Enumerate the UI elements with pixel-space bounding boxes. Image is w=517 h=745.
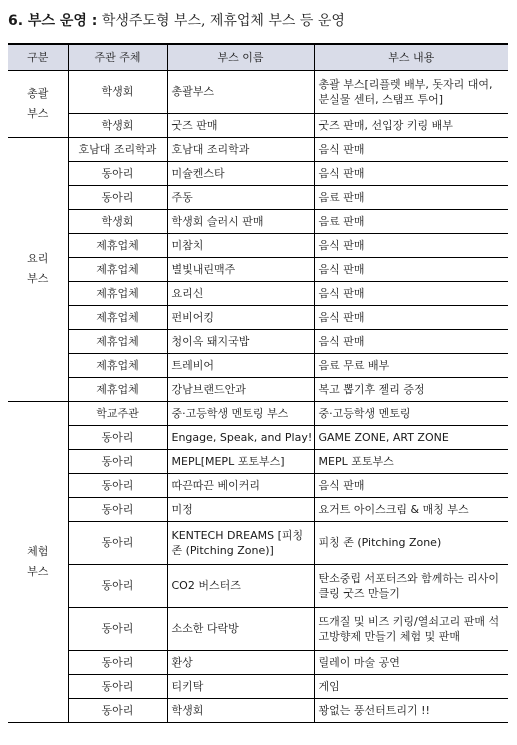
booth-name-cell: Engage, Speak, and Play! bbox=[167, 425, 314, 449]
table-row bbox=[8, 650, 508, 674]
table-row bbox=[8, 607, 508, 650]
table-row bbox=[8, 113, 508, 137]
category-cell: 요리 부스 bbox=[8, 137, 68, 401]
table-row bbox=[8, 521, 508, 564]
table-row bbox=[8, 70, 508, 113]
booth-name-cell: 학생회 슬러시 판매 bbox=[167, 209, 314, 233]
organizer-cell: 동아리 bbox=[68, 564, 167, 607]
organizer-cell: 학생회 bbox=[68, 209, 167, 233]
booth-content-cell: 음식 판매 bbox=[314, 137, 508, 161]
organizer-cell: 제휴업체 bbox=[68, 281, 167, 305]
organizer-cell: 제휴업체 bbox=[68, 257, 167, 281]
organizer-cell: 제휴업체 bbox=[68, 353, 167, 377]
organizer-cell: 학교주관 bbox=[68, 401, 167, 425]
organizer-cell: 제휴업체 bbox=[68, 233, 167, 257]
table-row bbox=[8, 497, 508, 521]
organizer-cell: 동아리 bbox=[68, 521, 167, 564]
booth-content-cell: 꽝없는 풍선터트리기 !! bbox=[314, 698, 508, 722]
booth-content-cell: 릴레이 마술 공연 bbox=[314, 650, 508, 674]
booth-content-cell: 음식 판매 bbox=[314, 161, 508, 185]
booth-content-cell: 게임 bbox=[314, 674, 508, 698]
category-cell: 체험 부스 bbox=[8, 401, 68, 722]
table-row bbox=[8, 281, 508, 305]
booth-content-cell: 음식 판매 bbox=[314, 473, 508, 497]
table-row bbox=[8, 377, 508, 401]
booth-name-cell: 펀비어킹 bbox=[167, 305, 314, 329]
section-heading bbox=[8, 10, 345, 32]
table-row bbox=[8, 233, 508, 257]
organizer-cell: 동아리 bbox=[68, 497, 167, 521]
header-organizer: 주관 주체 bbox=[68, 44, 167, 70]
booth-content-cell: 피칭 존 (Pitching Zone) bbox=[314, 521, 508, 564]
table-row bbox=[8, 161, 508, 185]
booth-content-cell: 음료 판매 bbox=[314, 185, 508, 209]
booth-name-cell: 따끈따끈 베이커리 bbox=[167, 473, 314, 497]
organizer-cell: 동아리 bbox=[68, 425, 167, 449]
booth-name-cell: KENTECH DREAMS [피칭 존 (Pitching Zone)] bbox=[167, 521, 314, 564]
booth-name-cell: 티키탁 bbox=[167, 674, 314, 698]
table-row bbox=[8, 564, 508, 607]
booth-content-cell: 굿즈 판매, 선입장 키링 배부 bbox=[314, 113, 508, 137]
organizer-cell: 학생회 bbox=[68, 70, 167, 113]
booth-name-cell: CO2 버스터즈 bbox=[167, 564, 314, 607]
header-booth-content: 부스 내용 bbox=[314, 44, 508, 70]
booth-content-cell: MEPL 포토부스 bbox=[314, 449, 508, 473]
table-row bbox=[8, 698, 508, 722]
booth-content-cell: 요거트 아이스크림 & 매칭 부스 bbox=[314, 497, 508, 521]
organizer-cell: 제휴업체 bbox=[68, 329, 167, 353]
section-heading-prefix: 6. 부스 운영 : bbox=[8, 13, 98, 29]
booth-content-cell: 총괄 부스[리플렛 배부, 돗자리 대여, 분실물 센터, 스탬프 투어] bbox=[314, 70, 508, 113]
table-row bbox=[8, 185, 508, 209]
booth-name-cell: 별빛내린맥주 bbox=[167, 257, 314, 281]
booth-name-cell: 호남대 조리학과 bbox=[167, 137, 314, 161]
table-row bbox=[8, 674, 508, 698]
booth-name-cell: 총괄부스 bbox=[167, 70, 314, 113]
booth-table bbox=[8, 43, 508, 723]
organizer-cell: 제휴업체 bbox=[68, 377, 167, 401]
table-row bbox=[8, 305, 508, 329]
booth-name-cell: 미참치 bbox=[167, 233, 314, 257]
table-header-row bbox=[8, 44, 508, 70]
organizer-cell: 동아리 bbox=[68, 698, 167, 722]
booth-name-cell: 소소한 다락방 bbox=[167, 607, 314, 650]
booth-name-cell: 강남브랜드안과 bbox=[167, 377, 314, 401]
table-row bbox=[8, 137, 508, 161]
booth-name-cell: 굿즈 판매 bbox=[167, 113, 314, 137]
organizer-cell: 학생회 bbox=[68, 113, 167, 137]
organizer-cell: 동아리 bbox=[68, 449, 167, 473]
organizer-cell: 동아리 bbox=[68, 674, 167, 698]
table-row bbox=[8, 209, 508, 233]
organizer-cell: 제휴업체 bbox=[68, 305, 167, 329]
booth-content-cell: 음료 무료 배부 bbox=[314, 353, 508, 377]
booth-name-cell: 중·고등학생 멘토링 부스 bbox=[167, 401, 314, 425]
header-category: 구분 bbox=[8, 44, 68, 70]
booth-content-cell: GAME ZONE, ART ZONE bbox=[314, 425, 508, 449]
category-cell: 총괄 부스 bbox=[8, 70, 68, 137]
table-row bbox=[8, 353, 508, 377]
booth-name-cell: 청이옥 돼지국밥 bbox=[167, 329, 314, 353]
organizer-cell: 동아리 bbox=[68, 650, 167, 674]
booth-name-cell: 환상 bbox=[167, 650, 314, 674]
table-row bbox=[8, 449, 508, 473]
booth-content-cell: 중·고등학생 멘토링 bbox=[314, 401, 508, 425]
booth-name-cell: 요리신 bbox=[167, 281, 314, 305]
booth-content-cell: 음식 판매 bbox=[314, 257, 508, 281]
booth-name-cell: 주동 bbox=[167, 185, 314, 209]
table-body bbox=[8, 70, 508, 722]
organizer-cell: 동아리 bbox=[68, 607, 167, 650]
booth-content-cell: 음료 판매 bbox=[314, 209, 508, 233]
booth-content-cell: 복고 뽑기후 젤리 증정 bbox=[314, 377, 508, 401]
table-row bbox=[8, 329, 508, 353]
booth-content-cell: 탄소중립 서포터즈와 함께하는 리사이클링 굿즈 만들기 bbox=[314, 564, 508, 607]
booth-content-cell: 음식 판매 bbox=[314, 281, 508, 305]
table-row bbox=[8, 257, 508, 281]
booth-name-cell: 학생회 bbox=[167, 698, 314, 722]
booth-content-cell: 음식 판매 bbox=[314, 305, 508, 329]
table-row bbox=[8, 401, 508, 425]
booth-content-cell: 음식 판매 bbox=[314, 329, 508, 353]
booth-name-cell: MEPL[MEPL 포토부스] bbox=[167, 449, 314, 473]
organizer-cell: 동아리 bbox=[68, 161, 167, 185]
organizer-cell: 동아리 bbox=[68, 185, 167, 209]
booth-name-cell: 트레비어 bbox=[167, 353, 314, 377]
booth-content-cell: 뜨개질 및 비즈 키링/열쇠고리 판매 석고방향제 만들기 체험 및 판매 bbox=[314, 607, 508, 650]
organizer-cell: 호남대 조리학과 bbox=[68, 137, 167, 161]
table-row bbox=[8, 473, 508, 497]
header-booth-name: 부스 이름 bbox=[167, 44, 314, 70]
table-row bbox=[8, 425, 508, 449]
section-heading-text: 학생주도형 부스, 제휴업체 부스 등 운영 bbox=[101, 13, 345, 29]
booth-content-cell: 음식 판매 bbox=[314, 233, 508, 257]
booth-name-cell: 미정 bbox=[167, 497, 314, 521]
booth-name-cell: 미슐켄스타 bbox=[167, 161, 314, 185]
organizer-cell: 동아리 bbox=[68, 473, 167, 497]
